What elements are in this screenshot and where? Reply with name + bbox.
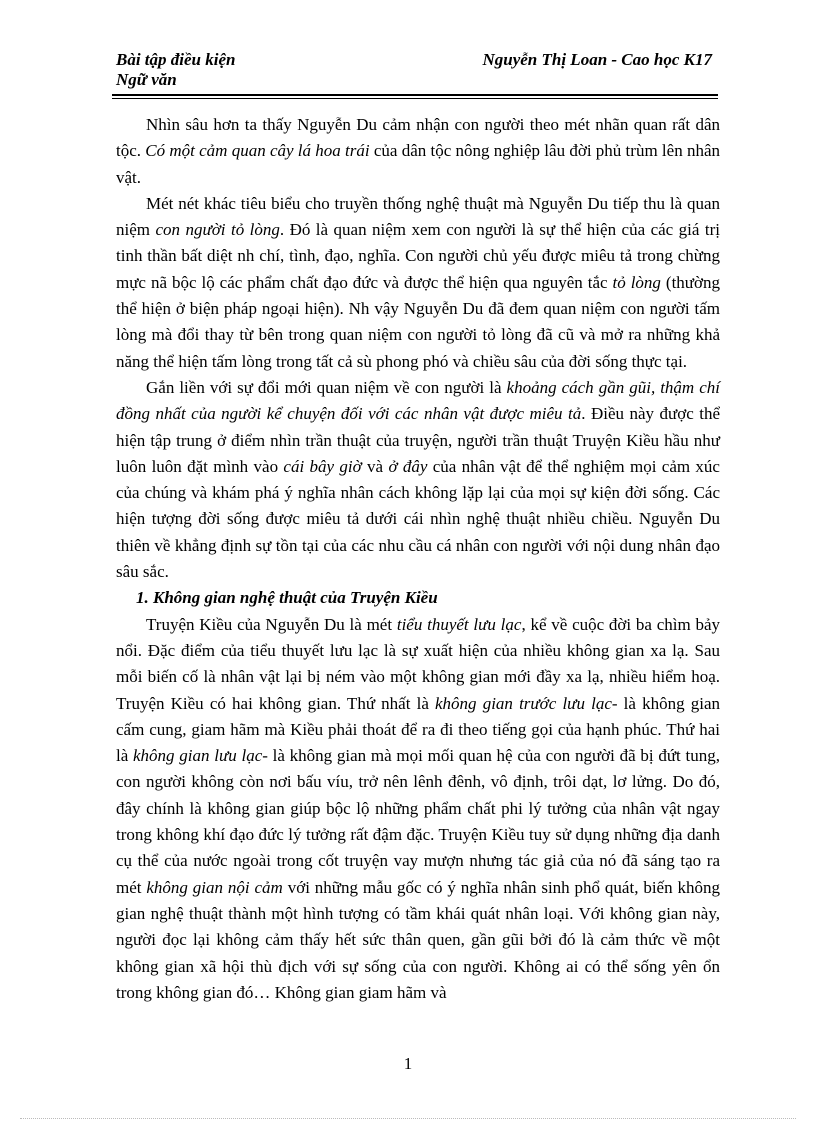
section-heading: 1. Không gian nghệ thuật của Truyện Kiều — [136, 588, 438, 608]
text-run: , kể về cuộc đời ba chìm bảy nổi. Đặc điểm của tiểu thuyết lưu lạc là sự xuất hiện của nhiều không gian xa lạ. Sau mỗi biến cố là nhân vật lại bị ném vào một không gian mới đầy xa lạ, nhiều hiểm hoạ. Truyện Kiều có hai không gian. Thứ nhất là — [116, 614, 721, 713]
header-left-line1: Bài tập điều kiện — [116, 50, 236, 69]
page-number: 1 — [403, 1054, 413, 1073]
document-body — [116, 112, 720, 1006]
header-rule-thin — [112, 98, 718, 99]
paragraph-3 — [116, 375, 720, 585]
italic-run: ở đây — [388, 456, 428, 476]
text-run: của dân tộc nông nghiệp lâu đời phủ trùm lên nhân vật. — [116, 141, 720, 187]
text-run: với những mẫu gốc có ý nghĩa nhân sinh phổ quát, biến không gian nghệ thuật thành một hình tượng có tầm khái quát nhân loại. Với không gian này, người đọc lại không cảm thấy hết sức thân quen, gần gũi bởi đó là cảm thức về một không gian xã hội thù địch với sự sống của con người. Không ai có thể sống yên ổn trong không gian đó… Không gian giam hãm và — [116, 877, 720, 1002]
text-run: và — [361, 456, 389, 476]
italic-run: tỏ lòng — [612, 272, 661, 292]
italic-run: khoảng cách gần gũi, thậm chí đồng nhất của người kể chuyện đối với các nhân vật được miêu tả — [116, 377, 720, 424]
paragraph-4 — [116, 612, 720, 1006]
text-run: . Điều này được thể hiện tập trung ở điểm nhìn trần thuật của truyện, người trần thuật Truyện Kiều hầu như luôn luôn đặt mình vào — [116, 404, 721, 476]
header-right: Nguyễn Thị Loan - Cao học K17 — [482, 50, 712, 69]
italic-run: Có một cảm quan cây lá hoa trái — [145, 141, 370, 161]
paragraph-2 — [116, 191, 720, 375]
italic-run: không gian trước lưu lạc — [435, 693, 612, 713]
text-run: - là không gian cấm cung, giam hãm mà Kiều phải thoát để ra đi theo tiếng gọi của hạnh phúc. Thứ hai là — [116, 693, 720, 766]
text-run: . Đó là quan niệm xem con người là sự thể hiện của các giá trị tinh thần bất diệt nh chí, tình, đạo, nghĩa. Con người chủ yếu được miêu tả trong chừng mực nã bộc lộ các phẩm chất đạo đức và được thể hiện qua nguyên tắc — [116, 220, 720, 292]
page-header — [116, 50, 716, 94]
text-run: Gắn liền với sự đổi mới quan niệm về con người là — [146, 377, 507, 397]
text-run: Mét nét khác tiêu biểu cho truyền thống nghệ thuật mà Nguyễn Du tiếp thu là quan niệm — [116, 193, 720, 240]
paragraph-1 — [116, 112, 720, 191]
italic-run: không gian nội cảm — [146, 877, 283, 897]
text-run: Nhìn sâu hơn ta thấy Nguyễn Du cảm nhận con người theo mét nhãn quan rất dân tộc. — [116, 115, 720, 161]
page-bottom-divider — [20, 1118, 796, 1119]
text-run: Truyện Kiều của Nguyễn Du là mét — [146, 614, 397, 634]
header-left — [116, 50, 235, 90]
italic-run: không gian lưu lạc — [133, 746, 263, 766]
italic-run: cái bây giờ — [283, 456, 362, 476]
header-rule-thick — [112, 94, 718, 96]
text-run: (thường thể hiện ở biện pháp ngoại hiện). Nh vậy Nguyễn Du đã đem quan niệm con người tấm lòng mà đổi thay từ bên trong quan niệm con người tỏ lòng đã cũ và mở ra những khả năng thể hiện tấm lòng trong tất cả sù phong phó và chiều sâu của đời sống thực tại. — [116, 272, 720, 371]
text-run: của nhân vật để thể nghiệm mọi cảm xúc của chúng và khám phá ý nghĩa nhân cách không lặp lại của mọi sự kiện đời sống. Các hiện tượng đời sống được miêu tả dưới cái nhìn nghệ thuật nhiều chiều. Nguyễn Du thiên về khẳng định sự tồn tại của các nhu cầu cá nhân con người với nội dung nhân đạo sâu sắc. — [116, 456, 720, 582]
italic-run: tiểu thuyết lưu lạc — [396, 614, 522, 634]
header-left-line2: Ngữ văn — [116, 70, 177, 89]
italic-run: con người tỏ lòng — [155, 220, 280, 240]
text-run: - là không gian mà mọi mối quan hệ của con người đã bị đứt tung, con người không còn nơi bấu víu, trở nên lênh đênh, vô định, trôi dạt, lơ lửng. Do đó, đây chính là không gian giúp bộc lộ những phẩm chất phi lý tưởng của nhân vật ngay trong không khí đạo đức lý tưởng rất đậm đặc. Truyện Kiều tuy sử dụng những địa danh cụ thể của nước ngoài trong cốt truyện vay mượn nhưng tác giả của nó đã sáng tạo ra mét — [116, 746, 720, 897]
